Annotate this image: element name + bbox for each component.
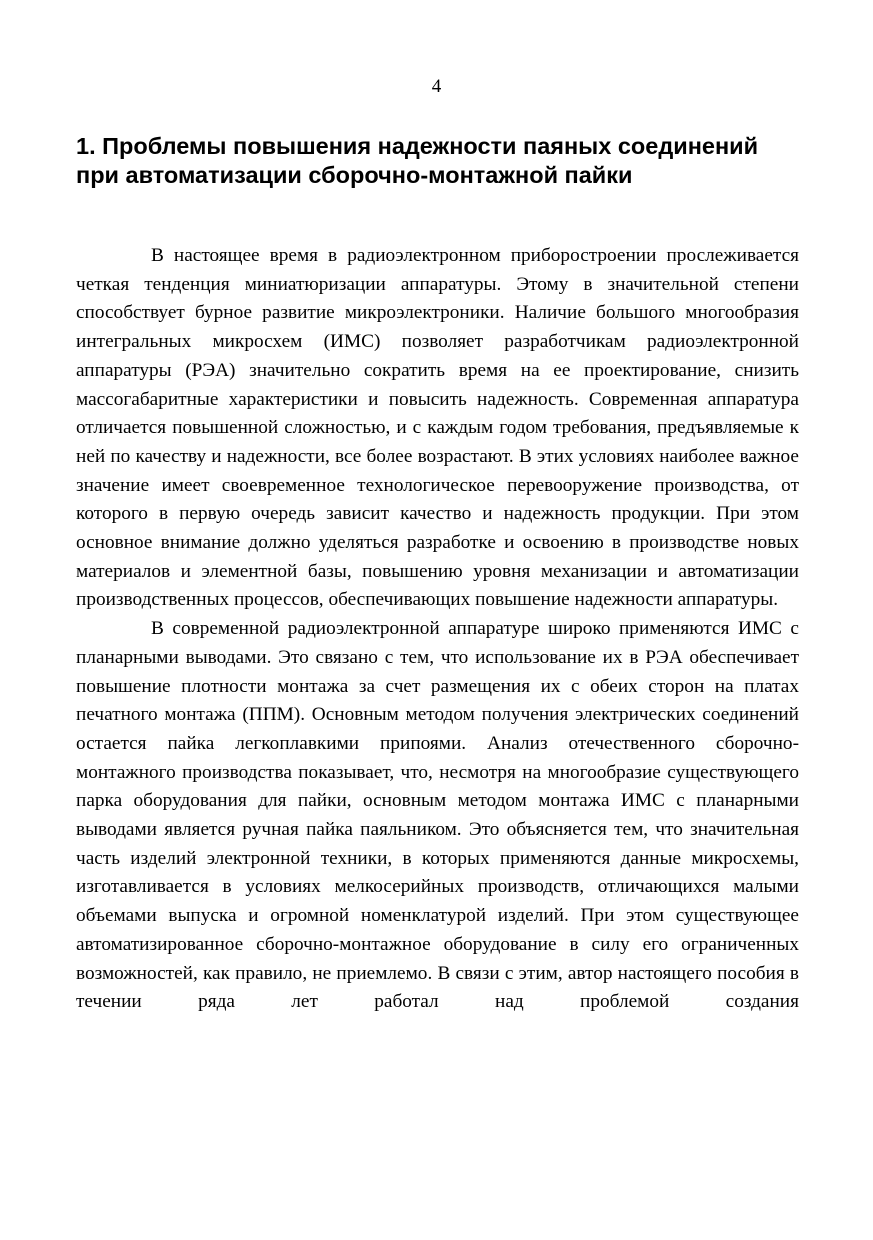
page-number: 4: [431, 76, 442, 97]
body-text: [76, 242, 799, 1017]
section-title: 1. Проблемы повышения надежности паяных соединений при автоматизации сборочно-монтажной пайки: [76, 133, 759, 188]
paragraph-2: В современной радиоэлектронной аппаратуре широко применяются ИМС с планарными выводами. Это связано с тем, что использование их в РЭА обеспечивает повышение плотности монтажа за счет размещения их с обеих сторон на платах печатного монтажа (ППМ). Основным методом получения электрических соединений остается пайка легкоплавкими припоями. Анализ отечественного сборочно-монтажного производства показывает, что, несмотря на многообразие существующего парка оборудования для пайки, основным методом монтажа ИМС с планарными выводами является ручная пайка паяльником. Это объясняется тем, что значительная часть изделий электронной техники, в которых применяются данные микросхемы, изготавливается в условиях мелкосерийных производств, отличающихся малыми объемами выпуска и огромной номенклатурой изделий. При этом существующее автоматизированное сборочно-монтажное оборудование в силу его ограниченных возможностей, как правило, не приемлемо. В связи с этим, автор настоящего пособия в течении ряда лет работал над проблемой создания: [76, 618, 799, 1013]
paragraph-1: В настоящее время в радиоэлектронном приборостроении прослеживается четкая тенденция миниатюризации аппаратуры. Этому в значительной степени способствует бурное развитие микроэлектроники. Наличие большого многообразия интегральных микросхем (ИМС) позволяет разработчикам радиоэлектронной аппаратуры (РЭА) значительно сократить время на ее проектирование, снизить массогабаритные характеристики и повысить надежность. Современная аппаратура отличается повышенной сложностью, и с каждым годом требования, предъявляемые к ней по качеству и надежности, все более возрастают. В этих условиях наиболее важное значение имеет своевременное технологическое перевооружение производства, от которого в первую очередь зависит качество и надежность продукции. При этом основное внимание должно уделяться разработке и освоению в производстве новых материалов и элементной базы, повышению уровня механизации и автоматизации производственных процессов, обеспечивающих повышение надежности аппаратуры.: [76, 245, 799, 611]
